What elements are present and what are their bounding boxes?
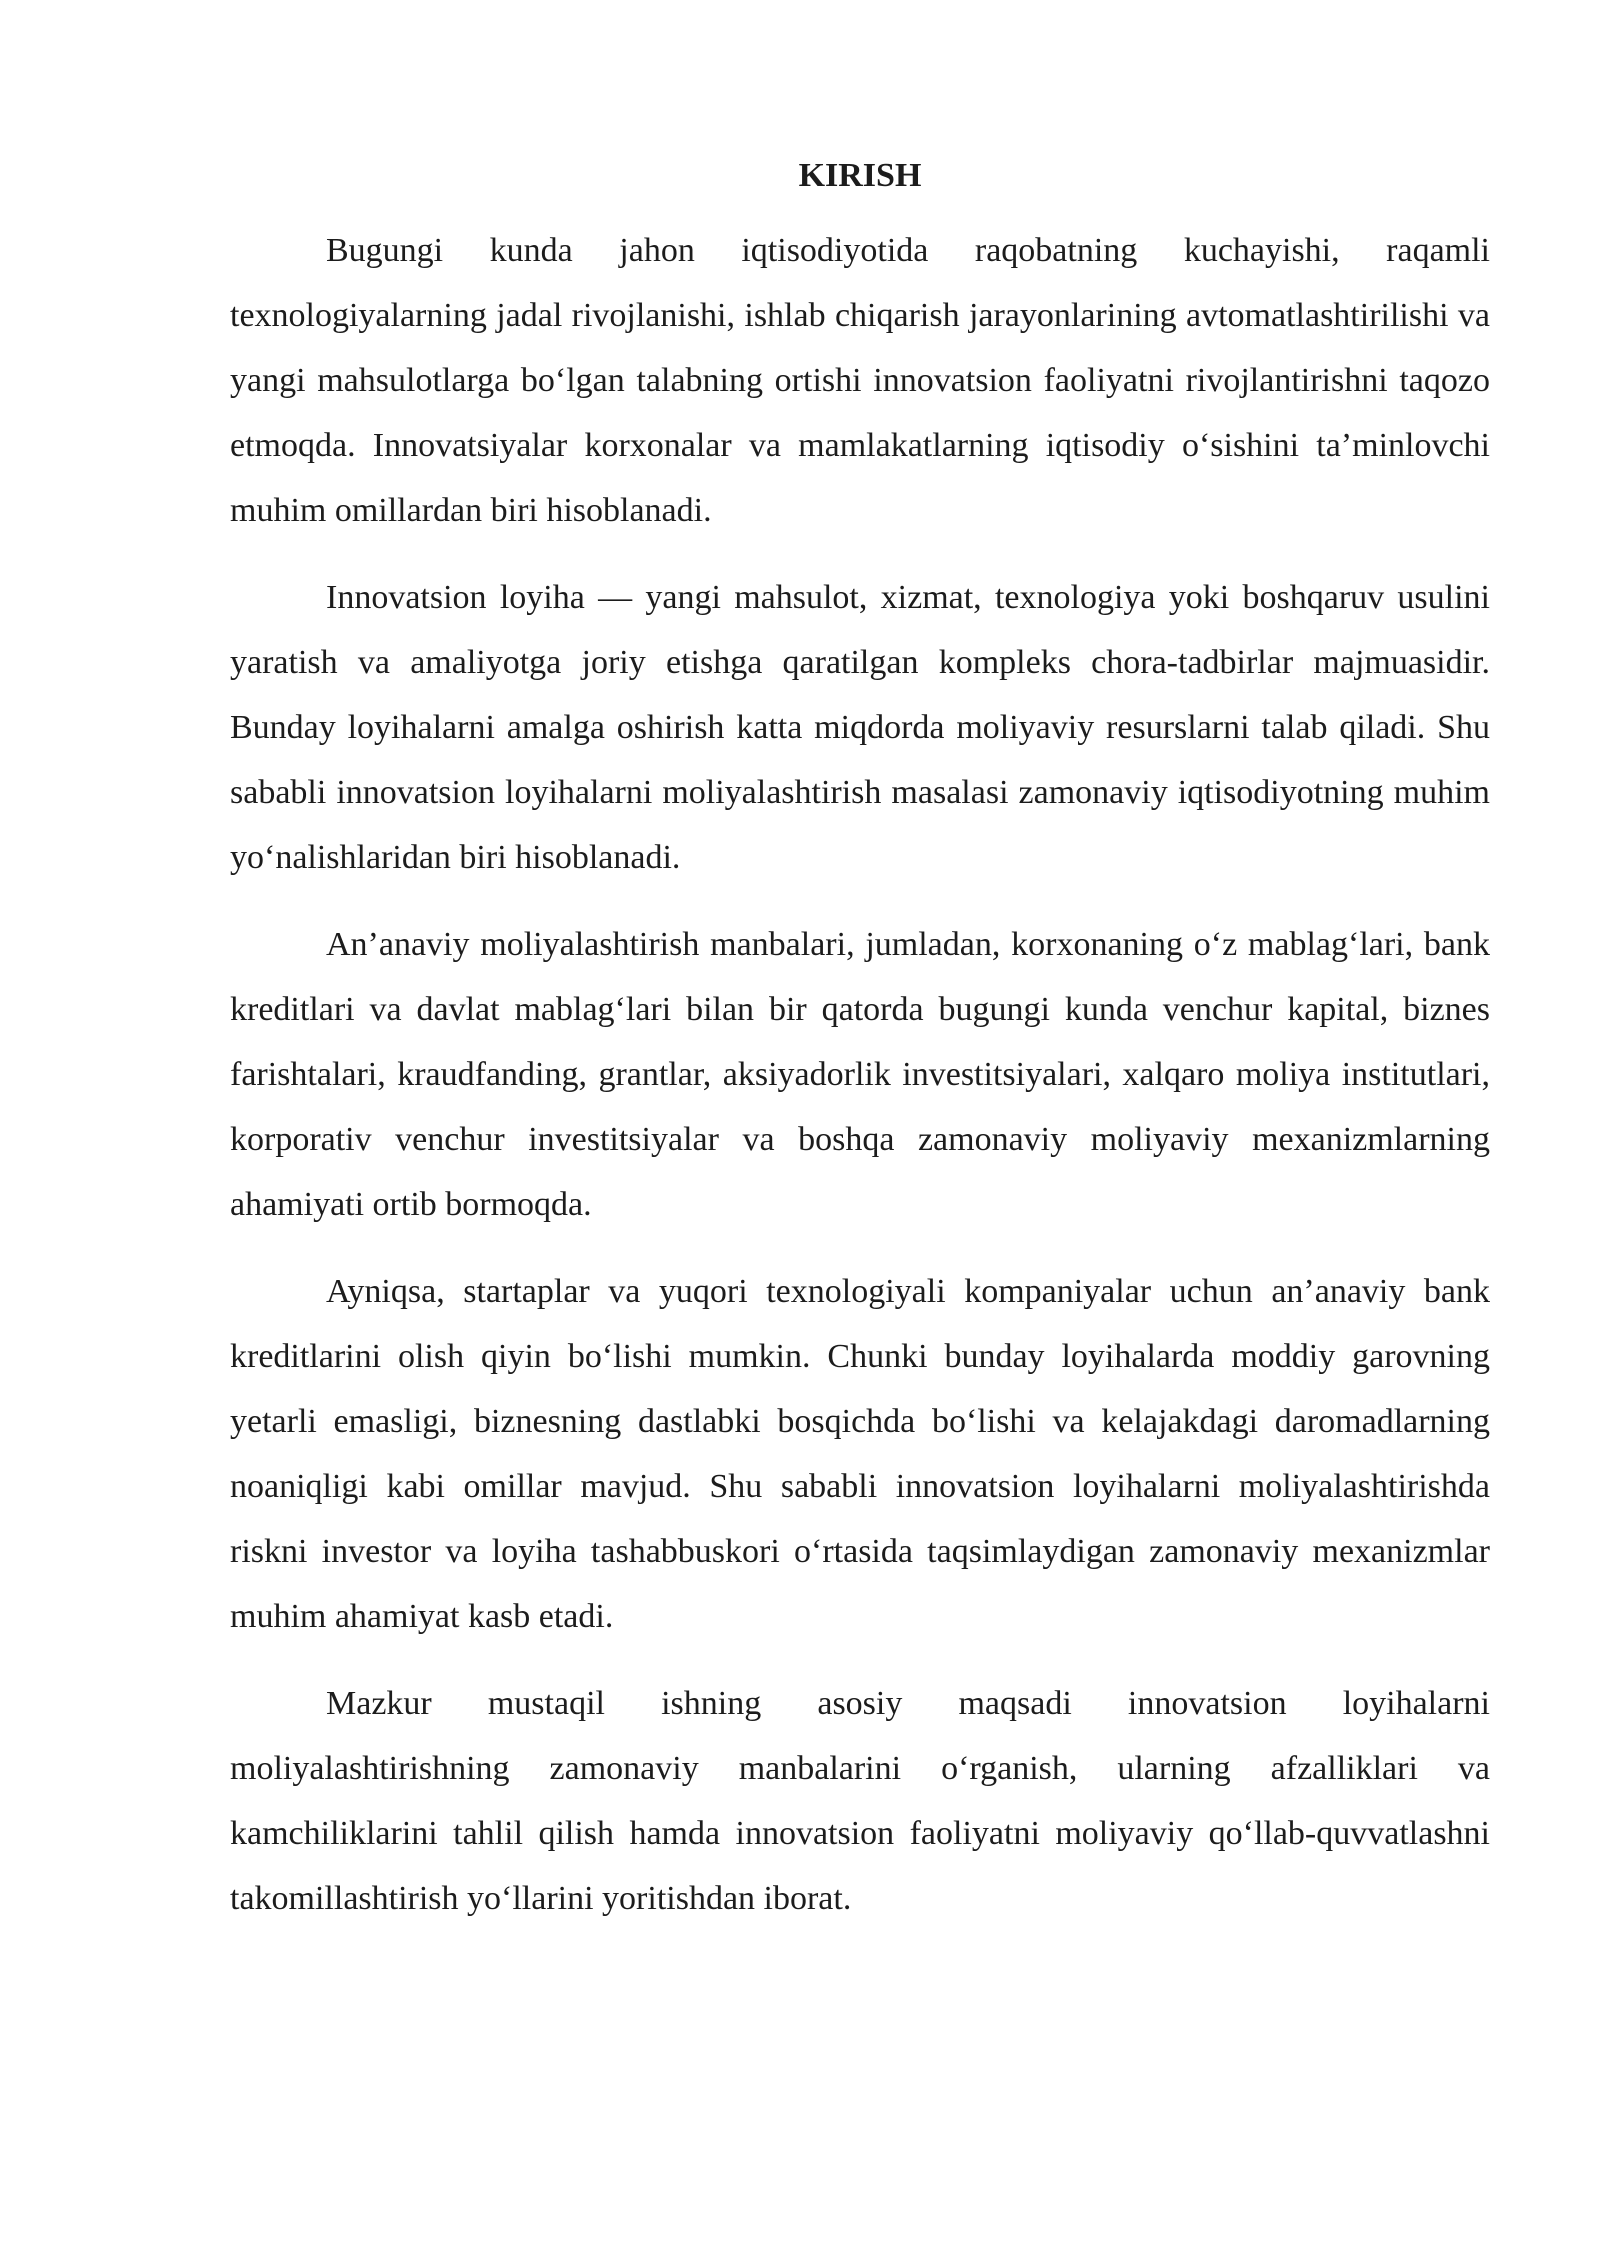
document-page (230, 150, 1490, 1953)
paragraph-traditional-sources: An’anaviy moliyalashtirish manbalari, jumladan, korxonaning o‘z mablag‘lari, bank kreditlari va davlat mablag‘lari bilan bir qatorda bugungi kunda venchur kapital, biznes farishtalari, kraudfanding, grantlar, aksiyadorlik investitsiyalari, xalqaro moliya institutlari, korporativ venchur investitsiyalar va boshqa zamonaviy moliyaviy mexanizmlarning ahamiyati ortib bormoqda. (230, 926, 1490, 1223)
page-title: KIRISH (798, 157, 922, 194)
paragraph-startups: Ayniqsa, startaplar va yuqori texnologiyali kompaniyalar uchun an’anaviy bank kreditlarini olish qiyin bo‘lishi mumkin. Chunki bunday loyihalarda moddiy garovning yetarli emasligi, biznesning dastlabki bosqichda bo‘lishi va kelajakdagi daromadlarning noaniqligi kabi omillar mavjud. Shu sababli innovatsion loyihalarni moliyalashtirishda riskni investor va loyiha tashabbuskori o‘rtasida taqsimlaydigan zamonaviy mexanizmlar muhim ahamiyat kasb etadi. (230, 1273, 1490, 1635)
paragraph-purpose: Mazkur mustaqil ishning asosiy maqsadi innovatsion loyihalarni moliyalashtirishning zamonaviy manbalarini o‘rganish, ularning afzalliklari va kamchiliklarini tahlil qilish hamda innovatsion faoliyatni moliyaviy qo‘llab-quvvatlashni takomillashtirish yo‘llarini yoritishdan iborat. (230, 1685, 1490, 1917)
paragraph-innovation-project: Innovatsion loyiha — yangi mahsulot, xizmat, texnologiya yoki boshqaruv usulini yaratish va amaliyotga joriy etishga qaratilgan kompleks chora-tadbirlar majmuasidir. Bunday loyihalarni amalga oshirish katta miqdorda moliyaviy resurslarni talab qiladi. Shu sababli innovatsion loyihalarni moliyalashtirish masalasi zamonaviy iqtisodiyotning muhim yo‘nalishlaridan biri hisoblanadi. (230, 579, 1490, 876)
paragraph-intro: Bugungi kunda jahon iqtisodiyotida raqobatning kuchayishi, raqamli texnologiyalarning jadal rivojlanishi, ishlab chiqarish jarayonlarining avtomatlashtirilishi va yangi mahsulotlarga bo‘lgan talabning ortishi innovatsion faoliyatni rivojlantirishni taqozo etmoqda. Innovatsiyalar korxonalar va mamlakatlarning iqtisodiy o‘sishini ta’minlovchi muhim omillardan biri hisoblanadi. (230, 232, 1490, 529)
